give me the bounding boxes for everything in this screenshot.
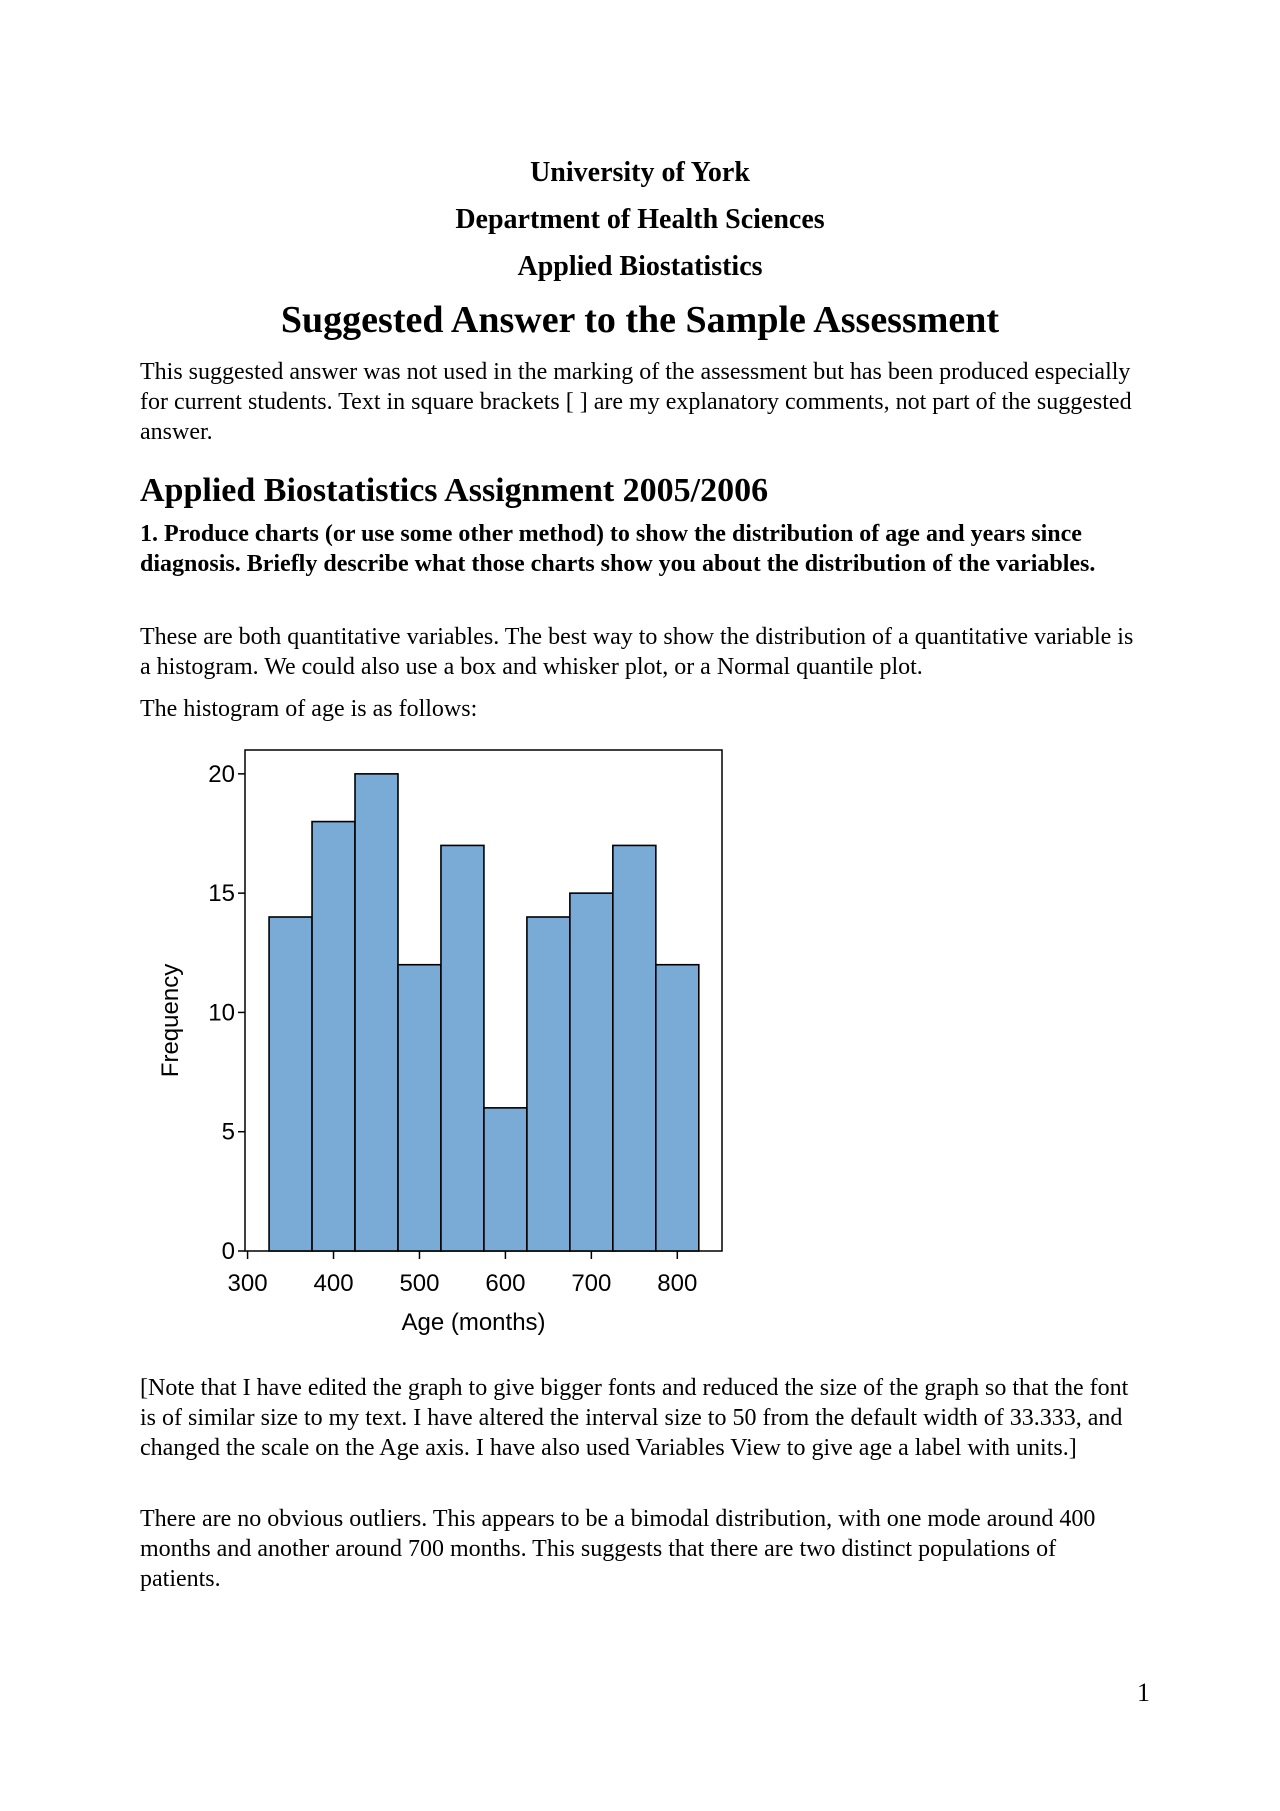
y-tick-label: 0: [221, 1238, 235, 1265]
y-axis: [208, 761, 245, 1265]
histogram-bar: [312, 822, 355, 1251]
histogram-bars: [269, 774, 699, 1251]
page-number: 1: [1137, 1678, 1150, 1707]
x-axis: [228, 1251, 698, 1297]
histogram-bar: [570, 893, 613, 1251]
course-heading: Applied Biostatistics: [517, 251, 763, 282]
x-tick-label: 300: [227, 1270, 268, 1297]
histogram-bar: [398, 965, 441, 1251]
histogram-bar: [656, 965, 699, 1251]
intro-paragraph: This suggested answer was not used in the marking of the assessment but has been produced especially for current students. Text in square brackets [ ] are my explanatory comments, not part of the suggested answer.: [140, 359, 1132, 445]
assignment-heading: Applied Biostatistics Assignment 2005/2006: [140, 472, 769, 509]
note-paragraph: [Note that I have edited the graph to give bigger fonts and reduced the size of the graph so that the font is of similar size to my text. I have altered the interval size to 50 from the default width of 33.333, and changed the scale on the Age axis. I have also used Variables View to give age a label with units.]: [140, 1375, 1129, 1461]
x-tick-label: 700: [571, 1270, 612, 1297]
x-tick-label: 400: [313, 1270, 354, 1297]
x-tick-label: 600: [485, 1270, 526, 1297]
x-axis-label: Age (months): [401, 1309, 546, 1336]
histogram-bar: [484, 1108, 527, 1251]
histogram-bar: [269, 917, 312, 1251]
histogram-intro: The histogram of age is as follows:: [140, 696, 478, 722]
page-title: Suggested Answer to the Sample Assessment: [280, 299, 1000, 341]
y-axis-label: Frequency: [157, 963, 184, 1078]
histogram-bar: [527, 917, 570, 1251]
y-tick-label: 15: [208, 880, 235, 908]
x-tick-label: 800: [657, 1270, 698, 1297]
histogram-bar: [441, 845, 484, 1251]
quantitative-paragraph: These are both quantitative variables. The best way to show the distribution of a quantitative variable is a histogram. We could also use a box and whisker plot, or a Normal quantile plot.: [140, 624, 1134, 680]
age-histogram: [150, 740, 750, 1360]
university-heading: University of York: [530, 157, 750, 188]
department-heading: Department of Health Sciences: [455, 204, 825, 235]
conclusion-paragraph: There are no obvious outliers. This appears to be a bimodal distribution, with one mode around 400 months and another around 700 months. This suggests that there are two distinct populations of patients.: [140, 1506, 1096, 1592]
histogram-bar: [613, 845, 656, 1251]
y-tick-label: 10: [208, 999, 235, 1027]
y-tick-label: 5: [221, 1118, 235, 1146]
x-tick-label: 500: [399, 1270, 440, 1297]
question-1: 1. Produce charts (or use some other method) to show the distribution of age and years since diagnosis. Briefly describe what those charts show you about the distribution of the variables.: [140, 521, 1096, 577]
histogram-bar: [355, 774, 398, 1251]
y-tick-label: 20: [208, 760, 235, 788]
